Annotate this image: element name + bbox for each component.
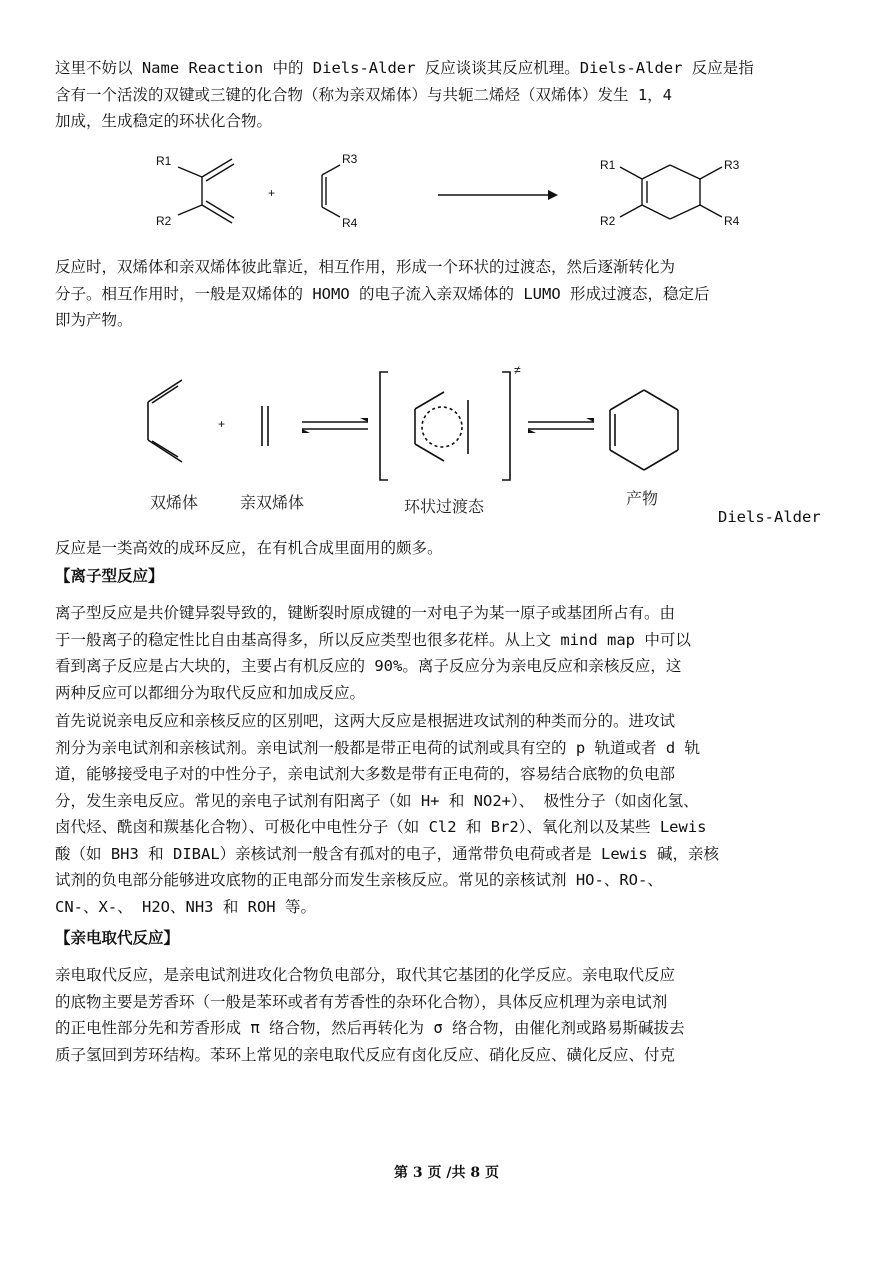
text-line: 含有一个活泼的双键或三键的化合物（称为亲双烯体）与共轭二烯烃（双烯体）发生 1，4: [55, 85, 672, 104]
product-r1-label: R1: [600, 158, 616, 172]
text-line: 的正电性部分先和芳香形成 π 络合物，然后再转化为 σ 络合物，由催化剂或路易斯碱拔去: [55, 1019, 685, 1037]
diene-label: 双烯体: [150, 493, 199, 512]
text-line: 离子型反应是共价键异裂导致的，键断裂时原成键的一对电子为某一原子或基团所占有。由: [55, 604, 676, 622]
product-r3-label: R3: [724, 158, 740, 172]
r3-label: R3: [342, 152, 358, 166]
summary-paragraph: [55, 535, 840, 562]
text-line: 反应是一类高效的成环反应，在有机合成里面用的颇多。: [55, 539, 443, 557]
plus-sign: +: [218, 417, 226, 431]
text-line: CN-、X-、 H2O、NH3 和 ROH 等。: [55, 897, 316, 916]
text-line: 即为产物。: [55, 311, 133, 329]
dienophile-label: 亲双烯体: [240, 493, 305, 512]
text-line: 这里不妨以 Name Reaction 中的 Diels-Alder 反应谈谈其反应机理。Diels-Alder 反应是指: [55, 59, 754, 77]
section-heading-electrophilic-substitution: 【亲电取代反应】: [55, 929, 180, 947]
product-label: 产物: [626, 489, 659, 508]
text-line: 亲电取代反应，是亲电试剂进攻化合物负电部分，取代其它基团的化学反应。亲电取代反应: [55, 966, 676, 984]
text-line: 两种反应可以都细分为取代反应和加成反应。: [55, 683, 366, 702]
diels-alder-text: Diels-Alder: [718, 508, 821, 526]
text-line: 看到离子反应是占大块的，主要占有机反应的 90%。离子反应分为亲电反应和亲核反应，这: [55, 657, 682, 675]
text-line: 加成，生成稳定的环状化合物。: [55, 112, 273, 130]
intro-paragraph: [55, 55, 840, 135]
text-line: 反应时，双烯体和亲双烯体彼此靠近，相互作用，形成一个环状的过渡态，然后逐渐转化为: [55, 258, 676, 276]
r1-label: R1: [156, 154, 172, 168]
diels-alder-general-scheme: [140, 145, 780, 240]
mechanism-paragraph: [55, 254, 840, 334]
text-line: 卤代烃、酰卤和羰基化合物）、可极化中电性分子（如 Cl2 和 Br2）、氧化剂以及某些 Lewis: [55, 818, 707, 836]
electrophilic-substitution-paragraph: [55, 962, 840, 1068]
text-line: 质子氢回到芳环结构。苯环上常见的亲电取代反应有卤化反应、硝化反应、磺化反应、付克: [55, 1045, 676, 1064]
text-line: 分，发生亲电反应。常见的亲电子试剂有阳离子（如 H+ 和 NO2+）、 极性分子（如卤化氢、: [55, 791, 699, 810]
text-line: 首先说说亲电反应和亲核反应的区别吧，这两大反应是根据进攻试剂的种类而分的。进攻试: [55, 712, 676, 730]
text-line: 剂分为亲电试剂和亲核试剂。亲电试剂一般都是带正电荷的试剂或具有空的 p 轨道或者 d 轨: [55, 738, 700, 757]
text-line: 试剂的负电部分能够进攻底物的正电部分而发生亲核反应。常见的亲核试剂 HO-、RO-、: [55, 871, 663, 889]
ionic-paragraph-2: [55, 708, 840, 920]
ionic-paragraph-1: [55, 600, 840, 706]
text-line: 酸（如 BH3 和 DIBAL）亲核试剂一般含有孤对的电子，通常带负电荷或者是 Lewis 碱，亲核: [55, 844, 719, 863]
product-r4-label: R4: [724, 214, 740, 228]
text-line: 道，能够接受电子对的中性分子，亲电试剂大多数是带有正电荷的，容易结合底物的负电部: [55, 765, 676, 783]
plus-sign: +: [268, 186, 276, 200]
text-line: 的底物主要是芳香环（一般是苯环或者有芳香性的杂环化合物），具体反应机理为亲电试剂: [55, 992, 668, 1011]
product-r2-label: R2: [600, 214, 616, 228]
text-line: 分子。相互作用时，一般是双烯体的 HOMO 的电子流入亲双烯体的 LUMO 形成过渡态，稳定后: [55, 284, 710, 303]
text-line: 于一般离子的稳定性比自由基高得多，所以反应类型也很多花样。从上文 mind map 中可以: [55, 630, 691, 649]
section-heading-ionic: 【离子型反应】: [55, 567, 164, 585]
transition-state-mark: ≠: [514, 363, 521, 377]
r2-label: R2: [156, 214, 172, 228]
page-number-footer: 第 3 页 /共 8 页: [394, 1165, 499, 1181]
transition-state-label: 环状过渡态: [404, 497, 485, 516]
r4-label: R4: [342, 216, 358, 230]
